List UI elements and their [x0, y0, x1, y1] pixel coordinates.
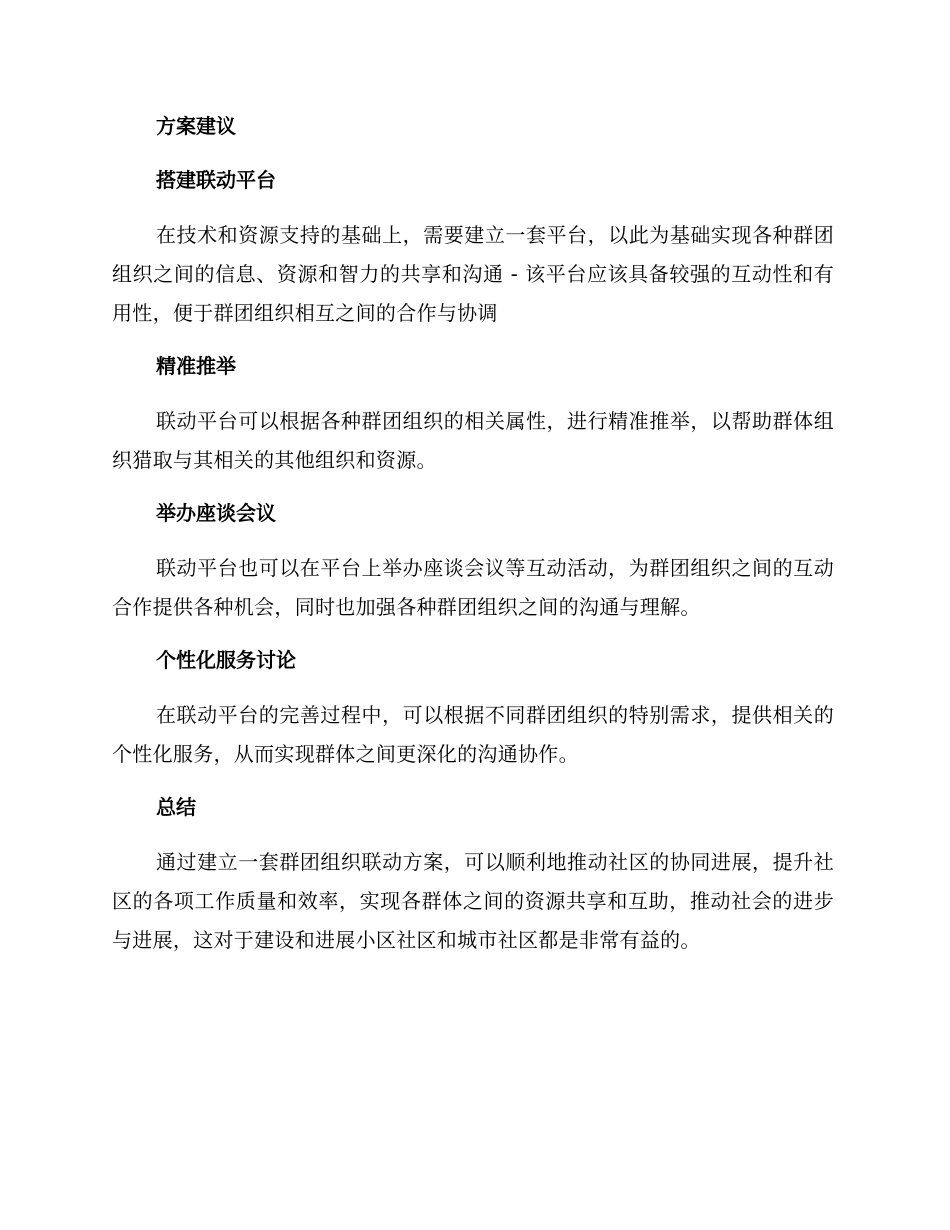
- section-body-precise-recommendation: 联动平台可以根据各种群团组织的相关属性，进行精准推举，以帮助群体组织猎取与其相关的其他组织和资源。: [112, 409, 834, 472]
- section-heading-platform: 搭建联动平台: [156, 168, 276, 192]
- section-body-personalized-service: 在联动平台的完善过程中，可以根据不同群团组织的特别需求，提供相关的个性化服务，从而实现群体之间更深化的沟通协作。: [112, 703, 834, 766]
- section-body-summary: 通过建立一套群团组织联动方案，可以顺利地推动社区的协同进展，提升社区的各项工作质量和效率，实现各群体之间的资源共享和互助，推动社会的进步与进展，这对于建设和进展小区社区和城市社区都是非常有益的。: [112, 850, 834, 952]
- section-heading-precise-recommendation: 精准推举: [156, 354, 236, 378]
- section-heading-symposium: 举办座谈会议: [156, 501, 276, 525]
- document-content: [112, 108, 834, 975]
- section-body-platform: 在技术和资源支持的基础上，需要建立一套平台，以此为基础实现各种群团组织之间的信息、资源和智力的共享和沟通 - 该平台应该具备较强的互动性和有用性，便于群团组织相互之间的合作与协调: [112, 223, 834, 325]
- section-heading-personalized-service: 个性化服务讨论: [156, 648, 296, 672]
- section-body-symposium: 联动平台也可以在平台上举办座谈会议等互动活动，为群团组织之间的互动合作提供各种机会，同时也加强各种群团组织之间的沟通与理解。: [112, 556, 834, 619]
- section-heading-summary: 总结: [156, 795, 196, 819]
- section-heading-proposal: 方案建议: [156, 114, 236, 138]
